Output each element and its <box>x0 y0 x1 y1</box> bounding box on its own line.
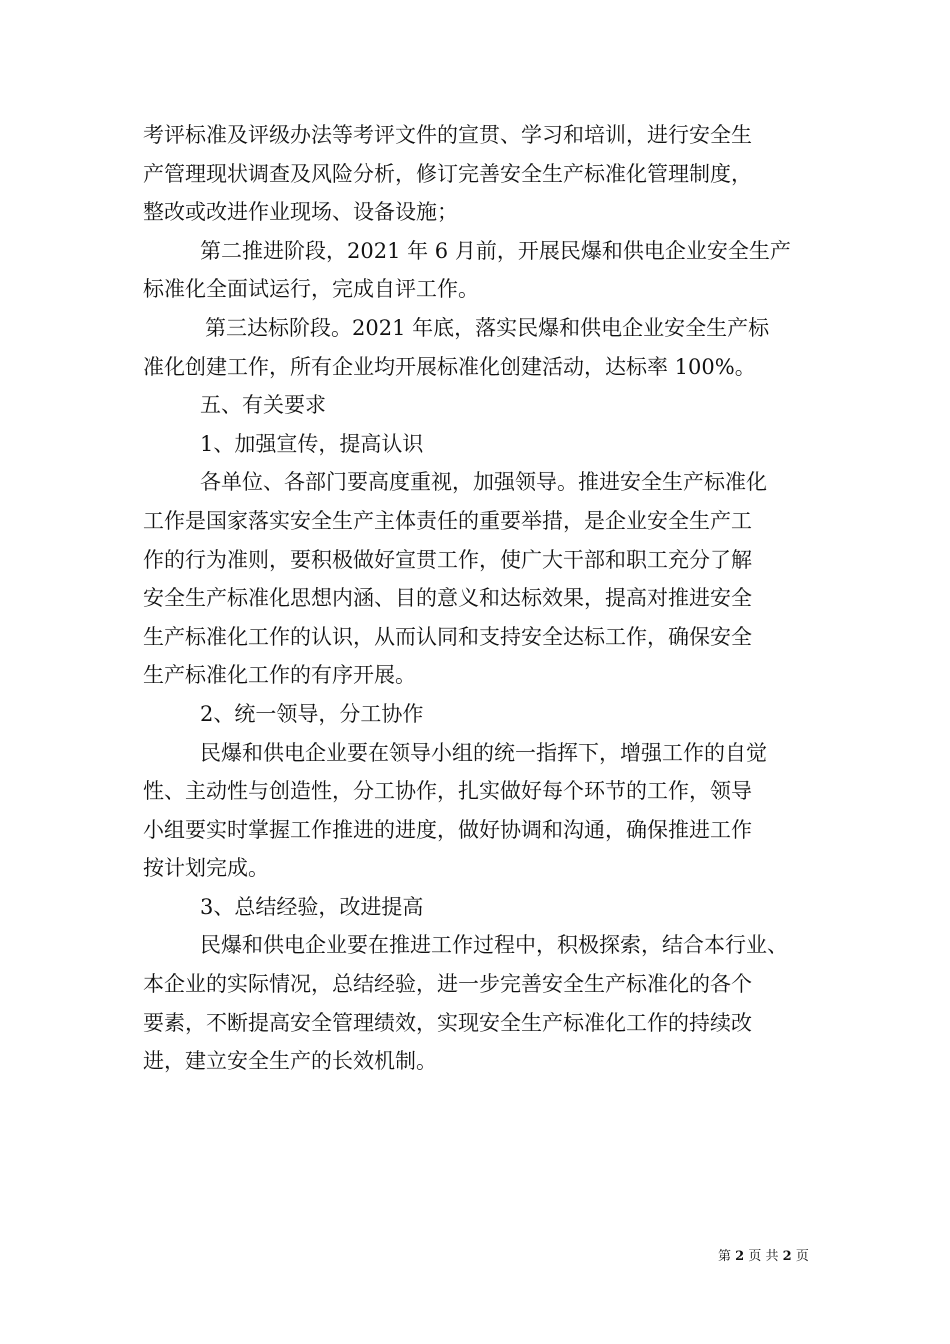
footer-middle: 页 共 <box>748 1249 779 1264</box>
text-line: 民爆和供电企业要在领导小组的统一指挥下，增强工作的自觉 <box>200 740 767 765</box>
subsection-heading: 2、统一领导，分工协作 <box>200 701 424 726</box>
total-pages-number: 2 <box>782 1249 792 1264</box>
text-line: 安全生产标准化思想内涵、目的意义和达标效果，提高对推进安全 <box>143 586 752 611</box>
subsection-heading: 3、总结经验，改进提高 <box>200 894 424 919</box>
text-line: 进，建立安全生产的长效机制。 <box>143 1049 437 1074</box>
text-line: 第三达标阶段。2021 年底，落实民爆和供电企业安全生产标 <box>205 315 770 340</box>
text-line: 第二推进阶段，2021 年 6 月前，开展民爆和供电企业安全生产 <box>200 238 791 263</box>
subsection-heading: 1、加强宣传，提高认识 <box>200 431 424 456</box>
text-line: 生产标准化工作的认识，从而认同和支持安全达标工作，确保安全 <box>143 624 752 649</box>
document-body <box>143 116 823 1081</box>
footer-prefix: 第 <box>718 1249 732 1264</box>
text-line: 考评标准及评级办法等考评文件的宣贯、学习和培训，进行安全生 <box>143 123 752 147</box>
page-footer <box>718 1248 809 1266</box>
footer-suffix: 页 <box>795 1249 809 1264</box>
text-line: 整改或改进作业现场、设备设施； <box>143 200 458 225</box>
current-page-number: 2 <box>735 1249 745 1264</box>
text-line: 本企业的实际情况，总结经验，进一步完善安全生产标准化的各个 <box>143 972 752 997</box>
text-line: 各单位、各部门要高度重视，加强领导。推进安全生产标准化 <box>200 470 767 495</box>
text-line: 按计划完成。 <box>143 856 269 881</box>
text-line: 性、主动性与创造性，分工协作，扎实做好每个环节的工作，领导 <box>143 779 752 804</box>
section-heading: 五、有关要求 <box>200 393 326 418</box>
text-line: 民爆和供电企业要在推进工作过程中，积极探索，结合本行业、 <box>200 933 788 958</box>
text-line: 生产标准化工作的有序开展。 <box>143 663 416 688</box>
text-line: 准化创建工作，所有企业均开展标准化创建活动，达标率 100%。 <box>143 354 756 379</box>
text-line: 要素，不断提高安全管理绩效，实现安全生产标准化工作的持续改 <box>143 1010 752 1035</box>
text-line: 小组要实时掌握工作推进的进度，做好协调和沟通，确保推进工作 <box>143 817 752 842</box>
text-line: 工作是国家落实安全生产主体责任的重要举措，是企业安全生产工 <box>143 508 752 533</box>
text-line: 产管理现状调查及风险分析，修订完善安全生产标准化管理制度， <box>143 161 752 186</box>
text-line: 作的行为准则，要积极做好宣贯工作，使广大干部和职工充分了解 <box>143 547 752 572</box>
text-line: 标准化全面试运行，完成自评工作。 <box>143 277 479 302</box>
